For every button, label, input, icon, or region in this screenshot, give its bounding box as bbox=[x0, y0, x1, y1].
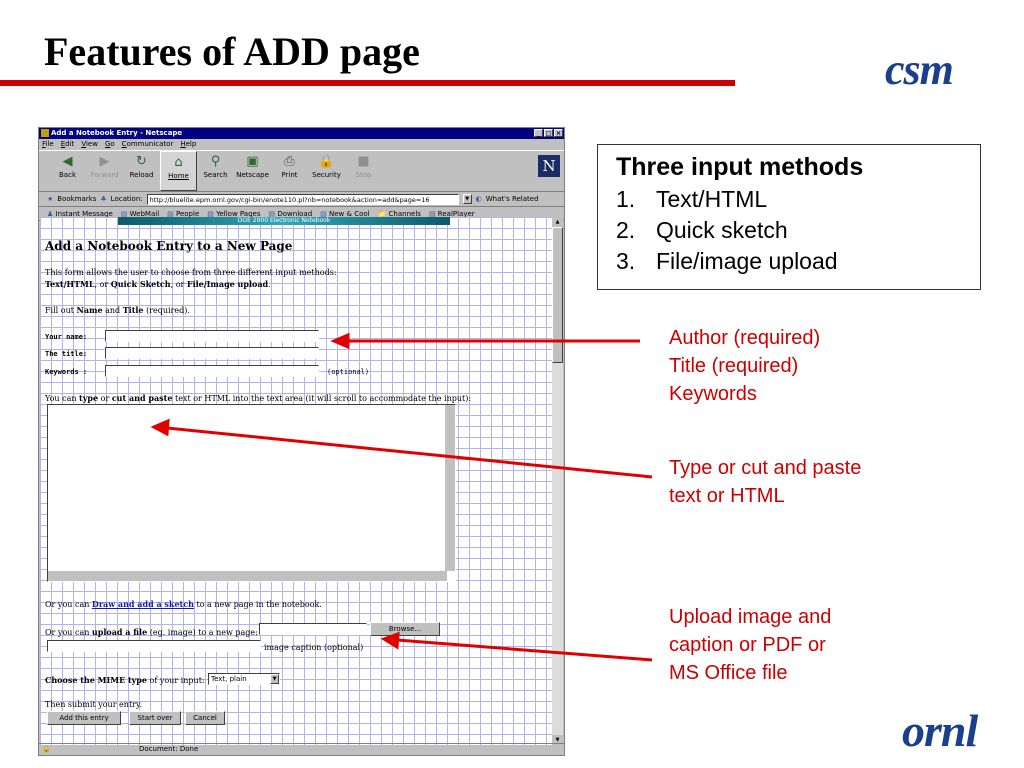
forward-arrow-icon: ▶ bbox=[99, 154, 110, 169]
optional-note: (optional) bbox=[327, 368, 370, 376]
print-icon: ⎙ bbox=[284, 154, 295, 169]
input-method-item: 3. File/image upload bbox=[616, 248, 838, 274]
title-label: The title: bbox=[45, 350, 88, 358]
sketch-text: Or you can Draw and add a sketch to a new page in the notebook. bbox=[45, 599, 322, 609]
fields-callout: Author (required) Title (required) Keywords bbox=[669, 327, 821, 405]
submit-text: Then submit your entry. bbox=[45, 700, 142, 709]
fields-arrowhead bbox=[334, 335, 348, 347]
chevron-down-icon: ▼ bbox=[270, 674, 279, 684]
upload-arrow bbox=[397, 640, 652, 660]
bookmark-icon: ▤ bbox=[120, 209, 128, 218]
personal-item[interactable]: ▤ Yellow Pages bbox=[207, 209, 261, 218]
personal-item[interactable]: ▤ WebMail bbox=[120, 209, 160, 218]
start-over-button[interactable]: Start over bbox=[129, 711, 181, 725]
bookmark-icon: ▤ bbox=[268, 209, 276, 218]
bookmark-icon: ▤ bbox=[207, 209, 214, 218]
cancel-button[interactable]: Cancel bbox=[185, 711, 225, 725]
status-text: Document: Done bbox=[139, 745, 199, 753]
back-arrow-icon: ◀ bbox=[62, 154, 73, 169]
netscape-icon: ▣ bbox=[246, 154, 259, 169]
forward-button[interactable]: ▶ Forward bbox=[86, 151, 123, 191]
security-status-icon: 🔒 bbox=[42, 745, 51, 753]
reload-icon: ↻ bbox=[136, 154, 147, 169]
personal-item[interactable]: ▤ RealPlayer bbox=[428, 209, 475, 218]
instant-message-icon: ♟ bbox=[47, 209, 54, 218]
bookmark-icon: ▤ bbox=[428, 209, 436, 218]
name-label: Your name: bbox=[45, 333, 88, 341]
home-button[interactable]: ⌂ Home bbox=[160, 151, 197, 191]
security-button[interactable]: 🔒 Security bbox=[308, 151, 345, 191]
keywords-label: Keywords : bbox=[45, 368, 88, 376]
stop-button[interactable]: ■ Stop bbox=[345, 151, 382, 191]
input-method-item: 2. Quick sketch bbox=[616, 217, 788, 243]
personal-item[interactable]: ▤ New & Cool bbox=[320, 209, 370, 218]
scroll-up-arrow-icon[interactable]: ▲ bbox=[552, 217, 563, 227]
personal-item[interactable]: 📁 Channels bbox=[377, 209, 421, 218]
bookmark-icon: ★ bbox=[47, 195, 54, 203]
minimize-button[interactable]: _ bbox=[534, 129, 543, 137]
page-banner: DOE 2000 Electronic Notebook bbox=[118, 217, 450, 225]
url-dropdown-button[interactable]: ▼ bbox=[463, 194, 472, 204]
scroll-down-arrow-icon[interactable]: ▼ bbox=[552, 735, 563, 745]
caption-label: image caption (optional) bbox=[264, 643, 364, 652]
search-button[interactable]: ⚲ Search bbox=[197, 151, 234, 191]
input-method-item: 1. Text/HTML bbox=[616, 186, 768, 212]
personal-item[interactable]: ▤ Download bbox=[268, 209, 313, 218]
personal-item[interactable]: ▤ People bbox=[167, 209, 200, 218]
netscape-n-logo: N bbox=[538, 155, 560, 177]
bookmarks-button[interactable]: Bookmarks bbox=[57, 195, 97, 203]
mime-type-select[interactable]: Text, plain ▼ bbox=[208, 673, 280, 685]
mime-text: Choose the MIME type of your input: bbox=[45, 675, 205, 685]
print-button[interactable]: ⎙ Print bbox=[271, 151, 308, 191]
lock-icon: 🔒 bbox=[318, 154, 335, 169]
folder-icon: 📁 bbox=[377, 209, 387, 218]
text-area-instructions: You can type or cut and paste text or HTML into the text area (it will scroll to accommodate the input): bbox=[45, 393, 472, 403]
textarea-arrowhead bbox=[154, 421, 168, 434]
upload-arrowhead bbox=[384, 634, 398, 647]
location-label: Location: bbox=[110, 195, 143, 203]
menu-help[interactable]: Help bbox=[180, 140, 197, 148]
intro-text: This form allows the user to choose from three different input methods: bbox=[45, 268, 337, 277]
personal-item[interactable]: ♟ Instant Message bbox=[47, 209, 113, 218]
textarea-arrow bbox=[167, 428, 652, 477]
fill-out-text: Fill out Name and Title (required). bbox=[45, 305, 190, 315]
slide-title: Features of ADD page bbox=[44, 29, 420, 74]
whats-related-icon: ◐ bbox=[475, 195, 482, 203]
menu-file[interactable]: File bbox=[42, 140, 54, 148]
textarea-callout: Type or cut and paste text or HTML bbox=[669, 457, 862, 507]
stop-icon: ■ bbox=[357, 154, 370, 169]
csm-logo: csm bbox=[885, 45, 953, 94]
upload-callout: Upload image and caption or PDF or MS Office file bbox=[669, 606, 832, 684]
back-button[interactable]: ◀ Back bbox=[49, 151, 86, 191]
bookmark-icon: ▤ bbox=[320, 209, 327, 218]
menu-communicator[interactable]: Communicator bbox=[121, 140, 174, 148]
location-icon: ♣ bbox=[100, 195, 107, 203]
upload-text: Or you can upload a file (eg. image) to a new page: bbox=[45, 627, 258, 637]
menu-view[interactable]: View bbox=[81, 140, 98, 148]
intro-methods-text: Text/HTML, or Quick Sketch, or File/Image upload. bbox=[45, 279, 271, 289]
close-button[interactable]: × bbox=[555, 130, 562, 137]
add-entry-button[interactable]: Add this entry bbox=[47, 711, 121, 725]
menu-go[interactable]: Go bbox=[104, 140, 115, 148]
url-input[interactable]: http://bluelite.epm.ornl.gov/cgi-bin/enote110.pl?nb=notebook&action=add&page=16 bbox=[147, 194, 459, 205]
input-methods-heading: Three input methods bbox=[616, 153, 864, 181]
whats-related-button[interactable]: What's Related bbox=[485, 195, 539, 203]
home-icon: ⌂ bbox=[174, 155, 183, 170]
maximize-button[interactable]: □ bbox=[545, 130, 552, 137]
reload-button[interactable]: ↻ Reload bbox=[123, 151, 160, 191]
window-title: Add a Notebook Entry - Netscape bbox=[51, 129, 183, 137]
page-heading: Add a Notebook Entry to a New Page bbox=[45, 239, 293, 253]
netscape-button[interactable]: ▣ Netscape bbox=[234, 151, 271, 191]
menu-edit[interactable]: Edit bbox=[60, 140, 75, 148]
search-icon: ⚲ bbox=[210, 154, 221, 169]
browse-button[interactable]: Browse... bbox=[370, 622, 440, 636]
ornl-logo: ornl bbox=[902, 705, 978, 756]
draw-sketch-link[interactable]: Draw and add a sketch bbox=[91, 599, 194, 609]
bookmark-icon: ▤ bbox=[167, 209, 174, 218]
